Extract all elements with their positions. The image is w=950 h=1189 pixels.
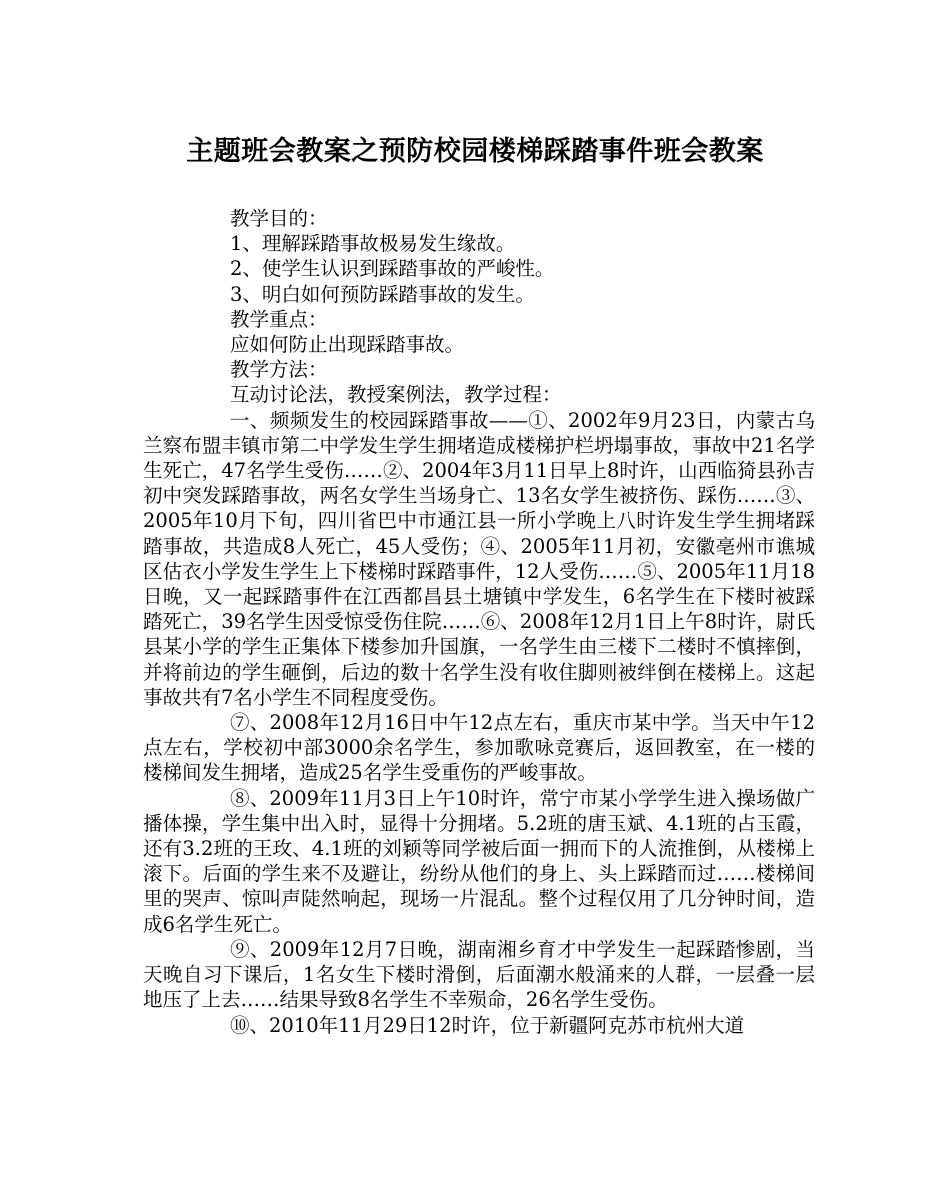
paragraph: 互动讨论法，教授案例法，教学过程： [230,383,562,407]
document-title: 主题班会教案之预防校园楼梯踩踏事件班会教案 [186,136,764,167]
document-body [143,206,815,1038]
paragraph: 2、使学生认识到踩踏事故的严峻性。 [230,257,555,281]
paragraph: 3、明白如何预防踩踏事故的发生。 [230,282,535,306]
paragraph: 1、理解踩踏事故极易发生缘故。 [230,232,516,256]
paragraph: 教学重点： [230,307,328,331]
paragraph: 应如何防止出现踩踏事故。 [230,333,465,357]
paragraph: 教学方法： [230,358,328,382]
paragraph: ⑧、2009年11月3日上午10时许，常宁市某小学学生进入操场做广播体操，学生集中出入时，显得十分拥堵。5.2班的唐玉斌、4.1班的占玉霞，还有3.2班的王玫、4.1班的刘颖等同学被后面一拥而下的人流推倒，从楼梯上滚下。后面的学生来不及避让，纷纷从他们的身上、头上踩踏而过……楼梯间里的哭声、惊叫声陡然响起，现场一片混乱。整个过程仅用了几分钟时间，造成6名学生死亡。 [143,786,815,936]
paragraph: ⑨、2009年12月7日晚，湖南湘乡育才中学发生一起踩踏惨剧，当天晚自习下课后，1名女生下楼时滑倒，后面潮水般涌来的人群，一层叠一层地压了上去……结果导致8名学生不幸殒命，26名学生受伤。 [143,937,815,1012]
paragraph: 教学目的： [230,207,328,230]
paragraph: ⑩、2010年11月29日12时许，位于新疆阿克苏市杭州大道 [230,1013,745,1037]
paragraph: 一、频频发生的校园踩踏事故——①、2002年9月23日，内蒙古乌兰察布盟丰镇市第二中学发生学生拥堵造成楼梯护栏坍塌事故，事故中21名学生死亡，47名学生受伤……②、2004年3月11日早上8时许，山西临猗县孙吉初中突发踩踏事故，两名女学生当场身亡、13名女学生被挤伤、踩伤……③、2005年10月下旬，四川省巴中市通江县一所小学晚上八时许发生学生拥堵踩踏事故，共造成8人死亡，45人受伤；④、2005年11月初，安徽亳州市谯城区估衣小学发生学生上下楼梯时踩踏事件，12人受伤……⑤、2005年11月18日晚，又一起踩踏事件在江西都昌县土塘镇中学发生，6名学生在下楼时被踩踏死亡，39名学生因受惊受伤住院……⑥、2008年12月1日上午8时许，尉氏县某小学的学生正集体下楼参加升国旗，一名学生由三楼下二楼时不慎摔倒，并将前边的学生砸倒，后边的数十名学生没有收住脚则被绊倒在楼梯上。这起事故共有7名小学生不同程度受伤。 [143,408,815,709]
paragraph: ⑦、2008年12月16日中午12点左右，重庆市某中学。当天中午12点左右，学校初中部3000余名学生，参加歌咏竞赛后，返回教室，在一楼的楼梯间发生拥堵，造成25名学生受重伤的严峻事故。 [143,711,815,785]
